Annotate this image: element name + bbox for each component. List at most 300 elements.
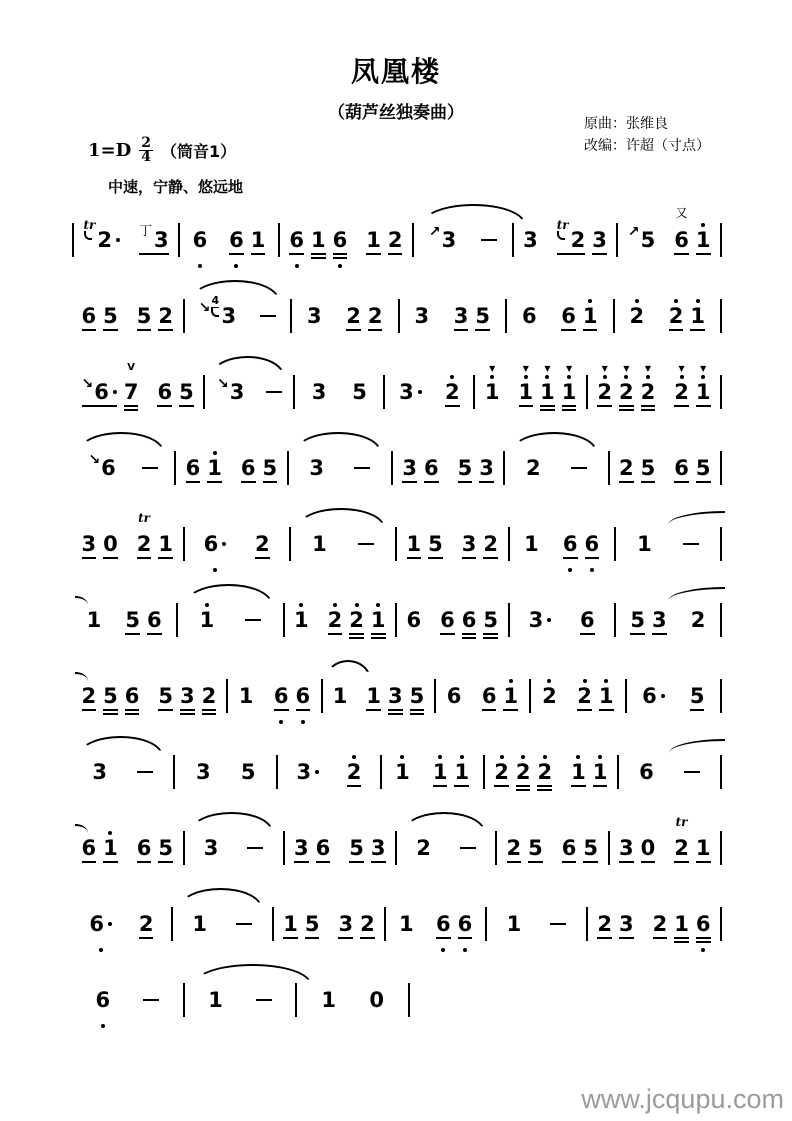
- octave-dot-slot: [642, 718, 665, 725]
- underline-slot: [475, 328, 490, 338]
- barline: [720, 755, 722, 789]
- octave-dot: [696, 299, 700, 303]
- ornament-slot: [475, 282, 490, 297]
- octave-dot-slot: [585, 566, 600, 573]
- digit-row: [241, 760, 256, 784]
- ornament-slot: [338, 890, 353, 905]
- digit-row: [519, 380, 534, 404]
- duration-underline: [371, 633, 386, 635]
- underline-slot: [358, 556, 374, 566]
- note: [176, 358, 198, 421]
- digit-row: [147, 608, 162, 632]
- octave-dot-slot: [137, 794, 153, 801]
- digit-row: [366, 684, 381, 708]
- ornament-label: 4: [211, 294, 220, 307]
- note: [515, 358, 537, 421]
- note-digit: 1: [524, 531, 539, 556]
- note: [671, 206, 693, 269]
- octave-dot-slot: [524, 525, 539, 532]
- underline-slot: [410, 708, 425, 718]
- underline-slot: [321, 1012, 336, 1022]
- measure: [285, 814, 396, 877]
- underline-slot: [696, 252, 711, 262]
- note-group: [363, 662, 428, 725]
- duration-underline: [407, 557, 422, 559]
- underline-slot: [200, 632, 215, 642]
- underline-slot: [180, 708, 195, 718]
- note-group: [133, 510, 176, 573]
- underline-slot: [563, 556, 578, 566]
- ornament-slot: [436, 890, 451, 905]
- note-digit: 1: [283, 911, 298, 936]
- digit-row: [83, 218, 121, 252]
- digit-row: [96, 988, 111, 1012]
- duration-underline: [462, 637, 477, 639]
- note-digit: 2: [506, 835, 522, 860]
- underline-slot: [524, 556, 539, 566]
- digit-row: [482, 684, 497, 708]
- underline-slot: [516, 784, 531, 794]
- octave-dot-slot: [485, 414, 500, 421]
- note-digit: 6: [561, 835, 577, 860]
- digit-row: [597, 380, 612, 404]
- ornament-slot: [641, 358, 656, 373]
- octave-dot-slot: [311, 262, 326, 269]
- octave-dot-slot: [410, 718, 425, 725]
- underline-slot: [445, 404, 460, 414]
- digit-row: [597, 912, 612, 936]
- measure: [397, 586, 508, 649]
- measure: [475, 358, 586, 421]
- octave-dot-slot: [462, 601, 477, 608]
- note: [616, 358, 638, 421]
- ornament-slot: [410, 662, 425, 677]
- duration-underline: [158, 861, 173, 863]
- note: [78, 814, 100, 877]
- note: [155, 510, 177, 573]
- octave-dot: [338, 264, 342, 268]
- tongue-mark-icon: ▼: [678, 364, 685, 373]
- note-group: [133, 282, 176, 345]
- octave-dot: [624, 375, 628, 379]
- digit-row: [522, 304, 537, 328]
- octave-dot-slot: [241, 490, 256, 497]
- note: [616, 814, 638, 877]
- octave-dot-slot: [157, 414, 172, 421]
- ornament-slot: [516, 738, 531, 753]
- duration-underline: [366, 709, 381, 711]
- octave-dot-slot: [103, 338, 118, 345]
- note: [329, 206, 351, 269]
- note-digit: 2: [515, 759, 531, 784]
- digit-row: [691, 608, 706, 632]
- octave-dot-slot: [388, 221, 403, 228]
- digit-row: [103, 304, 118, 328]
- octave-dot-slot: [137, 829, 152, 836]
- duration-underline: [528, 861, 543, 863]
- octave-dot-slot: [630, 338, 645, 345]
- octave-dot-slot: [494, 753, 509, 760]
- octave-dot-slot: [366, 221, 381, 228]
- ornament-slot: [528, 814, 543, 829]
- ornament-slot: [294, 814, 309, 829]
- note-digit: 1: [199, 607, 215, 632]
- underline-slot: [507, 936, 522, 946]
- note-group: [671, 814, 714, 877]
- score-line: [72, 891, 722, 953]
- underline-slot: [494, 784, 509, 794]
- note: [304, 282, 326, 345]
- note-group: [558, 282, 601, 345]
- ornament-slot: [305, 890, 320, 905]
- tongue-mark-icon: ▼: [601, 364, 608, 373]
- note-group: [568, 738, 611, 801]
- note: [366, 966, 388, 1029]
- note-digit: 2: [360, 911, 375, 936]
- note: [649, 586, 671, 649]
- ornament-slot: [674, 814, 689, 829]
- octave-dot-slot: [597, 414, 612, 421]
- digit-row: [537, 760, 552, 784]
- note-group: [429, 738, 472, 801]
- underline-slot: [137, 328, 152, 338]
- underline-slot: [143, 1012, 159, 1022]
- octave-dot-slot: [202, 718, 217, 725]
- ornament-slot: [652, 586, 667, 601]
- duration-underline: [619, 405, 634, 407]
- note: [425, 510, 447, 573]
- octave-dot-slot: [125, 718, 140, 725]
- octave-dot-slot: [619, 946, 634, 953]
- digit-row: [89, 912, 112, 936]
- trill-mark: tr: [138, 511, 150, 525]
- digit-row: [82, 684, 97, 708]
- digit-row: [92, 760, 107, 784]
- note-digit: 5: [103, 683, 118, 708]
- note-digit: 6: [295, 683, 311, 708]
- octave-dot: [588, 299, 592, 303]
- note-group: [86, 890, 116, 953]
- octave-dot-slot: [641, 449, 656, 456]
- octave-dot-slot: [274, 677, 289, 684]
- digit-row: [81, 376, 117, 404]
- octave-dot-slot: [142, 490, 158, 497]
- digit-row: [371, 608, 386, 632]
- note: [270, 662, 292, 725]
- octave-dot-slot: [562, 870, 577, 877]
- duration-underline: [283, 937, 298, 939]
- duration-underline: [347, 785, 362, 787]
- underline-slot: [585, 556, 600, 566]
- note-digit: 2: [201, 683, 217, 708]
- duration-underline: [561, 329, 576, 331]
- digit-row: [333, 228, 348, 252]
- octave-dot-slot: [316, 829, 331, 836]
- octave-dot-slot: [571, 794, 586, 801]
- digit-row: [674, 912, 689, 936]
- note: [384, 662, 406, 725]
- note-digit: 2: [138, 911, 154, 936]
- octave-dot: [568, 568, 572, 572]
- measure: [323, 662, 434, 725]
- ornament-slot: [241, 434, 256, 449]
- octave-dot-slot: [82, 338, 97, 345]
- measure: [274, 890, 385, 953]
- duration-underline: [619, 409, 634, 411]
- note: [78, 358, 120, 421]
- octave-dot-slot: [89, 905, 112, 912]
- note-digit: 6: [81, 303, 97, 328]
- note-digit: 5: [262, 455, 278, 480]
- octave-dot: [108, 831, 112, 835]
- ornament-slot: [360, 890, 375, 905]
- dash-note: [358, 543, 374, 546]
- note-group: [411, 282, 433, 345]
- octave-dot-slot: [641, 870, 656, 877]
- digit-row: [447, 684, 462, 708]
- octave-dot-slot: [524, 566, 539, 573]
- duration-underline: [255, 557, 270, 559]
- octave-dot-slot: [347, 753, 362, 760]
- ornament-slot: [82, 814, 97, 829]
- underline-slot: [542, 708, 557, 718]
- octave-dot: [524, 375, 528, 379]
- duration-underline: [207, 481, 222, 483]
- octave-dot-slot: [180, 718, 195, 725]
- note-digit: 1: [208, 987, 223, 1012]
- ornament-slot: [630, 586, 645, 601]
- octave-dot-slot: [103, 870, 118, 877]
- measure: [185, 966, 296, 1029]
- duration-underline: [82, 329, 97, 331]
- ornament-slot: [529, 586, 552, 601]
- ornament-slot: [483, 510, 498, 525]
- octave-dot-slot: [139, 905, 154, 912]
- underline-slot: [561, 328, 576, 338]
- digit-row: [462, 608, 477, 632]
- octave-dot-slot: [563, 525, 578, 532]
- digit-row: [696, 912, 711, 936]
- ornament-slot: [294, 586, 309, 601]
- octave-dot-slot: [458, 905, 473, 912]
- octave-dot-slot: [563, 566, 578, 573]
- duration-underline: [597, 405, 612, 407]
- underline-slot: [433, 784, 448, 794]
- ornament-slot: [402, 434, 417, 449]
- ornament-slot: [196, 738, 211, 753]
- duration-underline: [349, 861, 364, 863]
- ornament-slot: [143, 966, 159, 981]
- octave-dot-slot: [424, 449, 439, 456]
- octave-dot-slot: [255, 525, 270, 532]
- octave-dot-slot: [562, 414, 577, 421]
- ornament-slot: [179, 358, 194, 373]
- underline-slot: [147, 632, 162, 642]
- octave-dot-slot: [674, 373, 689, 380]
- octave-dot-slot: [619, 829, 634, 836]
- octave-dot: [701, 948, 705, 952]
- digit-row: [690, 304, 705, 328]
- digit-row: [328, 608, 343, 632]
- octave-dot-slot: [204, 525, 227, 532]
- note-group: [558, 814, 601, 877]
- octave-dot-slot: [696, 870, 711, 877]
- digit-row: [415, 304, 430, 328]
- ornament-slot: [445, 358, 460, 373]
- time-signature-top: 2: [141, 135, 151, 151]
- duration-underline: [458, 481, 473, 483]
- duration-underline: [571, 785, 586, 787]
- digit-row: [642, 684, 665, 708]
- octave-dot-slot: [619, 490, 634, 497]
- note-digit: 6: [642, 683, 657, 708]
- duration-underline: [516, 785, 531, 787]
- octave-dot-slot: [92, 794, 107, 801]
- underline-slot: [641, 860, 656, 870]
- octave-dot-slot: [196, 753, 211, 760]
- note: [364, 282, 386, 345]
- octave-dot-slot: [592, 221, 607, 228]
- note: [671, 814, 693, 877]
- note-digit: 1: [207, 455, 222, 480]
- duration-underline: [458, 937, 473, 939]
- octave-dot-slot: [407, 525, 422, 532]
- octave-dot-slot: [251, 262, 266, 269]
- note: [476, 434, 498, 497]
- octave-dot-slot: [346, 338, 361, 345]
- ornament-slot: [696, 814, 711, 829]
- duration-underline: [410, 709, 425, 711]
- note: [553, 206, 589, 269]
- underline-slot: [139, 936, 154, 946]
- note: [558, 814, 580, 877]
- note-digit: 1: [561, 379, 577, 404]
- octave-dot-slot: [507, 905, 522, 912]
- ornament-slot: [642, 662, 665, 677]
- duration-underline: [263, 481, 278, 483]
- ornament-slot: [312, 358, 327, 373]
- note-digit: 1: [592, 759, 608, 784]
- note-group: [525, 586, 555, 649]
- note: [367, 814, 389, 877]
- ornament-slot: [597, 890, 612, 905]
- duration-underline: [388, 713, 403, 715]
- digit-row: [507, 836, 522, 860]
- octave-dot-slot: [571, 490, 587, 497]
- note-digit: 6: [157, 379, 173, 404]
- note-digit: 0: [103, 531, 118, 556]
- note: [92, 966, 114, 1029]
- octave-dot-slot: [360, 946, 375, 953]
- note-group: [627, 586, 670, 649]
- duration-underline: [696, 481, 711, 483]
- duration-underline: [537, 789, 552, 791]
- underline-slot: [652, 632, 667, 642]
- duration-underline: [125, 633, 140, 635]
- note: [692, 358, 714, 421]
- octave-dot-slot: [349, 601, 364, 608]
- octave-dot-slot: [208, 1022, 223, 1029]
- note-digit: 1: [86, 607, 102, 632]
- note-group: [237, 738, 259, 801]
- digit-row: [674, 228, 689, 252]
- duration-underline: [630, 633, 645, 635]
- underline-slot: [207, 480, 222, 490]
- ornament-slot: [296, 738, 319, 753]
- ornament-slot: [433, 738, 448, 753]
- octave-dot-slot: [294, 829, 309, 836]
- duration-underline: [619, 481, 634, 483]
- note: [568, 738, 590, 801]
- note-digit: 5: [428, 531, 443, 556]
- note-digit: 2: [619, 379, 634, 404]
- underline-slot: [599, 708, 614, 718]
- note-digit: 1: [518, 379, 534, 404]
- ornament-slot: [458, 434, 473, 449]
- octave-dot-slot: [483, 525, 498, 532]
- ornament-slot: [137, 510, 152, 525]
- octave-dot: [545, 375, 549, 379]
- note-digit: 3: [619, 835, 634, 860]
- duration-underline: [338, 937, 353, 939]
- octave-dot-slot: [696, 262, 711, 269]
- ornament-slot: [369, 966, 384, 981]
- octave-dot-slot: [507, 829, 522, 836]
- note-digit: 2: [674, 379, 689, 404]
- duration-underline: [503, 709, 518, 711]
- note: [503, 890, 525, 953]
- underline-slot: [597, 404, 612, 414]
- duration-underline: [125, 713, 140, 715]
- underline-slot: [592, 252, 607, 262]
- measure: [505, 434, 607, 497]
- duration-underline: [483, 633, 498, 635]
- underline-slot: [333, 252, 348, 262]
- octave-dot-slot: [583, 338, 598, 345]
- octave-dot: [234, 264, 238, 268]
- note-digit: 3: [307, 303, 322, 328]
- duration-underline: [311, 257, 326, 259]
- augmentation-dot: [418, 390, 422, 394]
- underline-slot: [440, 632, 455, 642]
- note-digit: 3: [311, 379, 327, 404]
- duration-underline: [696, 861, 711, 863]
- note: [637, 814, 659, 877]
- ornament-slot: [619, 358, 634, 373]
- note-group: [443, 662, 465, 725]
- note-digit: 6: [435, 911, 451, 936]
- underline-slot: [312, 556, 327, 566]
- octave-dot-slot: [347, 794, 362, 801]
- note-group: [78, 358, 142, 421]
- duration-underline: [537, 785, 552, 787]
- octave-dot-slot: [674, 221, 689, 228]
- ornament-slot: [628, 206, 655, 221]
- note-digit: 5: [583, 835, 598, 860]
- ornament-slot: [241, 738, 256, 753]
- underline-slot: [485, 404, 500, 414]
- underline-slot: [217, 404, 244, 414]
- ornament-slot: [346, 282, 361, 297]
- octave-dot: [701, 375, 705, 379]
- measure: [72, 966, 183, 1029]
- octave-dot-slot: [522, 338, 537, 345]
- octave-dot-slot: [147, 601, 162, 608]
- underline-slot: [653, 936, 668, 946]
- note-digit: 6: [522, 303, 537, 328]
- note-digit: 1: [503, 683, 519, 708]
- underline-slot: [307, 328, 322, 338]
